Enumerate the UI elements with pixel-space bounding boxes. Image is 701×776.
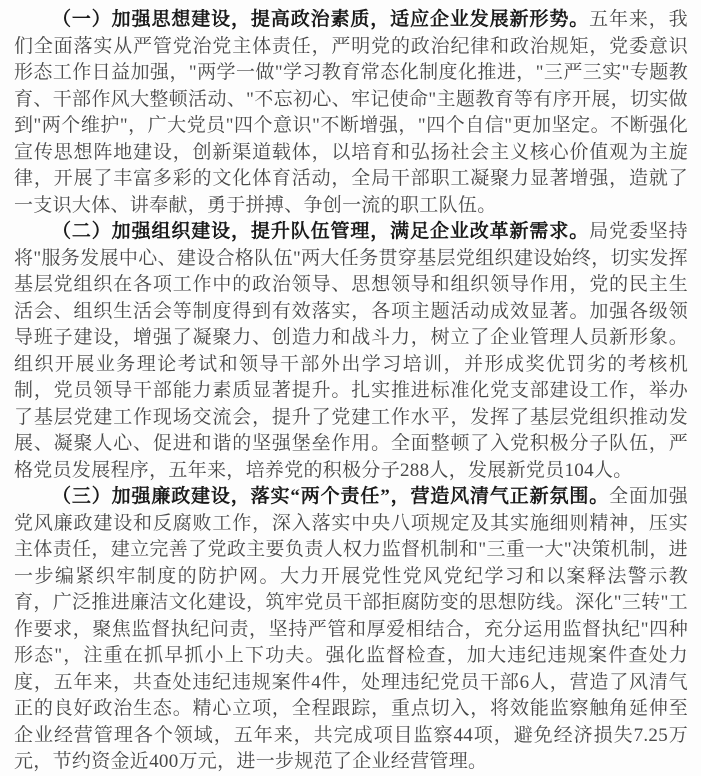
paragraph-3-heading: （三）加强廉政建设，落实“两个责任”，营造风清气正新氛围。 xyxy=(52,486,610,507)
paragraph-1-heading: （一）加强思想建设，提高政治素质，适应企业发展新形势。 xyxy=(52,9,590,30)
paragraph-3-body: 全面加强党风廉政建设和反腐败工作，深入落实中央八项规定及其实施细则精神，压实主体责任，建立完善了党政主要负责人权力监督机制和"三重一大"决策机制，进一步编紧织牢制度的防护网。大力开展党性党风党纪学习和以案释法警示教育，广泛推进廉洁文化建设，筑牢党员干部拒腐防变的思想防线。深化"三转"工作要求，聚焦监督执纪问责，坚持严管和厚爱相结合，充分运用监督执纪"四种形态"，注重在抓早抓小上下功夫。强化监督检查，加大违纪违规案件查处力度，五年来，共查处违纪违规案件4件，处理违纪党员干部6人，营造了风清气正的良好政治生态。精心立项，全程跟踪，重点切入，将效能监察触角延伸至企业经营管理各个领域，五年来，共完成项目监察44项，避免经济损失7.25万元，节约资金近400万元，进一步规范了企业经营管理。 xyxy=(14,486,689,772)
paragraph-organizational-building xyxy=(14,219,688,484)
paragraph-1-body: 五年来，我们全面落实从严管党治党主体责任，严明党的政治纪律和政治规矩，党委意识形态工作日益加强，"两学一做"学习教育常态化制度化推进，"三严三实"专题教育、干部作风大整顿活动、"不忘初心、牢记使命"主题教育等有序开展，切实做到"两个维护"，广大党员"四个意识"不断增强，"四个自信"更加坚定。不断强化宣传思想阵地建设，创新渠道载体，以培育和弘扬社会主义核心价值观为主旋律，开展了丰富多彩的文化体育活动，全局干部职工凝聚力显著增强，造就了一支识大体、讲奉献，勇于拼搏、争创一流的职工队伍。 xyxy=(14,9,688,216)
paragraph-2-heading: （二）加强组织建设，提升队伍管理，满足企业改革新需求。 xyxy=(52,221,590,242)
paragraph-integrity-building xyxy=(14,484,688,776)
paragraph-ideological-building xyxy=(14,7,688,219)
paragraph-2-body: 局党委坚持将"服务发展中心、建设合格队伍"两大任务贯穿基层党组织建设始终，切实发挥基层党组织在各项工作中的政治领导、思想领导和组织领导作用，党的民主生活会、组织生活会等制度得到有效落实，各项主题活动成效显著。加强各级领导班子建设，增强了凝聚力、创造力和战斗力，树立了企业管理人员新形象。组织开展业务理论考试和领导干部外出学习培训，并形成奖优罚劣的考核机制，党员领导干部能力素质显著提升。扎实推进标准化党支部建设工作，举办了基层党建工作现场交流会，提升了党建工作水平，发挥了基层党组织推动发展、凝聚人心、促进和谐的坚强堡垒作用。全面整顿了入党积极分子队伍，严格党员发展程序，五年来，培养党的积极分子288人，发展新党员104人。 xyxy=(14,221,688,481)
